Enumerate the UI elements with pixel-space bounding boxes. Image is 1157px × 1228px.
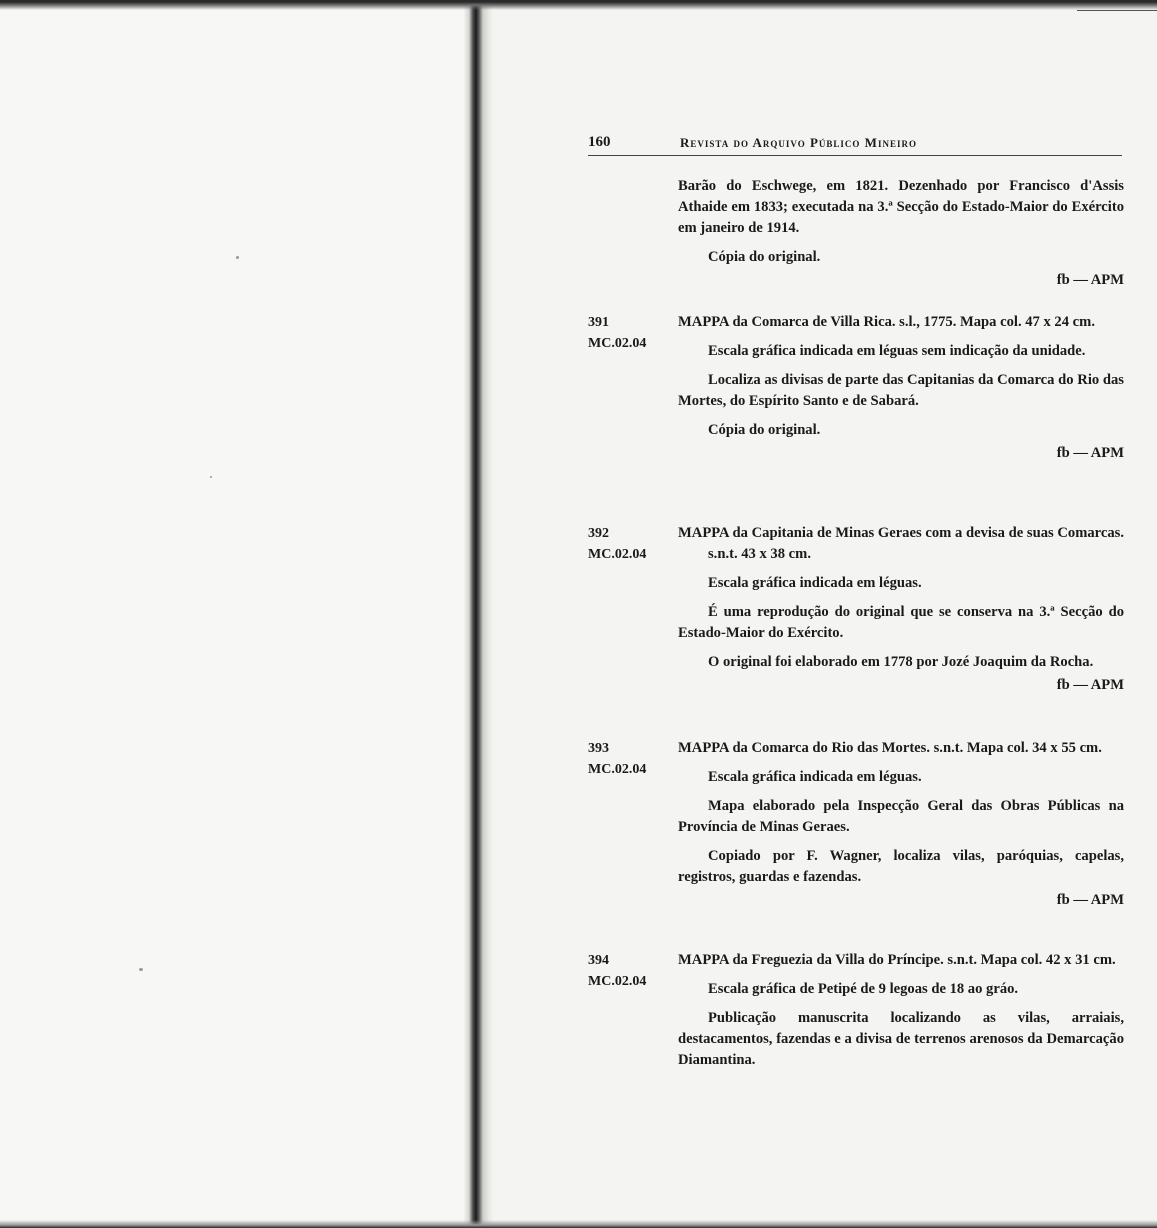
entry-paragraph: Escala gráfica indicada em léguas.: [708, 769, 922, 785]
entry-paragraph: É uma reprodução do original que se conserva na 3.ª Secção do Estado-Maior do Exército.: [678, 604, 1124, 641]
entry-source: fb — APM: [1056, 445, 1124, 461]
entry-paragraph: Escala gráfica indicada em léguas.: [708, 575, 922, 591]
entry-number: 392: [588, 526, 609, 541]
entry-paragraph: Escala gráfica de Petipé de 9 legoas de 18 ao gráo.: [708, 981, 1019, 997]
running-title: Revista do Arquivo Público Mineiro: [680, 135, 917, 150]
book-gutter: [464, 0, 494, 1228]
blank-left-page: [0, 0, 468, 1228]
entry-code: MC.02.04: [588, 974, 647, 989]
entry-title: MAPPA da Comarca do Rio das Mortes. s.n.t. Mapa col. 34 x 55 cm.: [678, 740, 1102, 756]
entry-body: [678, 738, 1124, 910]
scan-speck: [139, 968, 143, 971]
entry-paragraph: Copiado por F. Wagner, localiza vilas, paróquias, capelas, registros, guardas e fazendas.: [678, 848, 1124, 885]
entry-body: [678, 950, 1124, 1079]
entry-identifiers: [588, 312, 674, 354]
entry-body: [678, 523, 1124, 695]
entry-identifiers: [588, 738, 674, 780]
scan-right-edge-line: [1077, 10, 1157, 11]
entry-body: [678, 176, 1124, 290]
entry-number: 391: [588, 315, 609, 330]
entry-paragraph: Escala gráfica indicada em léguas sem indicação da unidade.: [708, 343, 1086, 359]
entry-number: 393: [588, 741, 609, 756]
entry-source: fb — APM: [1056, 272, 1124, 288]
scan-top-edge: [0, 0, 1157, 10]
entry-code: MC.02.04: [588, 547, 647, 562]
entry-source: fb — APM: [1056, 892, 1124, 908]
entry-title: MAPPA da Capitania de Minas Geraes com a devisa de suas Comarcas. s.n.t. 43 x 38 cm.: [678, 525, 1124, 562]
running-header: [588, 134, 1120, 154]
entry-code: MC.02.04: [588, 336, 647, 351]
entry-identifiers: [588, 523, 674, 565]
scan-bottom-edge: [0, 1220, 1157, 1228]
entry-code: MC.02.04: [588, 762, 647, 777]
entry-paragraph: Barão do Eschwege, em 1821. Dezenhado por Francisco d'Assis Athaide em 1833; executada na 3.ª Secção do Estado-Maior do Exército em janeiro de 1914.: [678, 178, 1124, 236]
header-rule: [588, 155, 1122, 156]
entry-paragraph: Mapa elaborado pela Inspecção Geral das Obras Públicas na Província de Minas Geraes.: [678, 798, 1124, 835]
entry-paragraph: Localiza as divisas de parte das Capitanias da Comarca do Rio das Mortes, do Espírito Santo e de Sabará.: [678, 372, 1124, 409]
entry-identifiers: [588, 950, 674, 992]
entry-number: 394: [588, 953, 609, 968]
entry-paragraph: Cópia do original.: [708, 422, 821, 438]
entry-paragraph: Publicação manuscrita localizando as vilas, arraiais, destacamentos, fazendas e a divisa de terrenos arenosos da Demarcação Diamantina.: [678, 1010, 1124, 1068]
entry-paragraph: O original foi elaborado em 1778 por Jozé Joaquim da Rocha.: [708, 654, 1094, 670]
entry-body: [678, 312, 1124, 463]
entry-title: MAPPA da Freguezia da Villa do Príncipe. s.n.t. Mapa col. 42 x 31 cm.: [678, 952, 1116, 968]
entry-title: MAPPA da Comarca de Villa Rica. s.l., 1775. Mapa col. 47 x 24 cm.: [678, 314, 1095, 330]
entry-paragraph: Cópia do original.: [708, 249, 821, 265]
scan-speck: [210, 476, 212, 478]
scan-speck: [236, 256, 239, 259]
page-number: 160: [588, 134, 611, 150]
entry-source: fb — APM: [1056, 677, 1124, 693]
